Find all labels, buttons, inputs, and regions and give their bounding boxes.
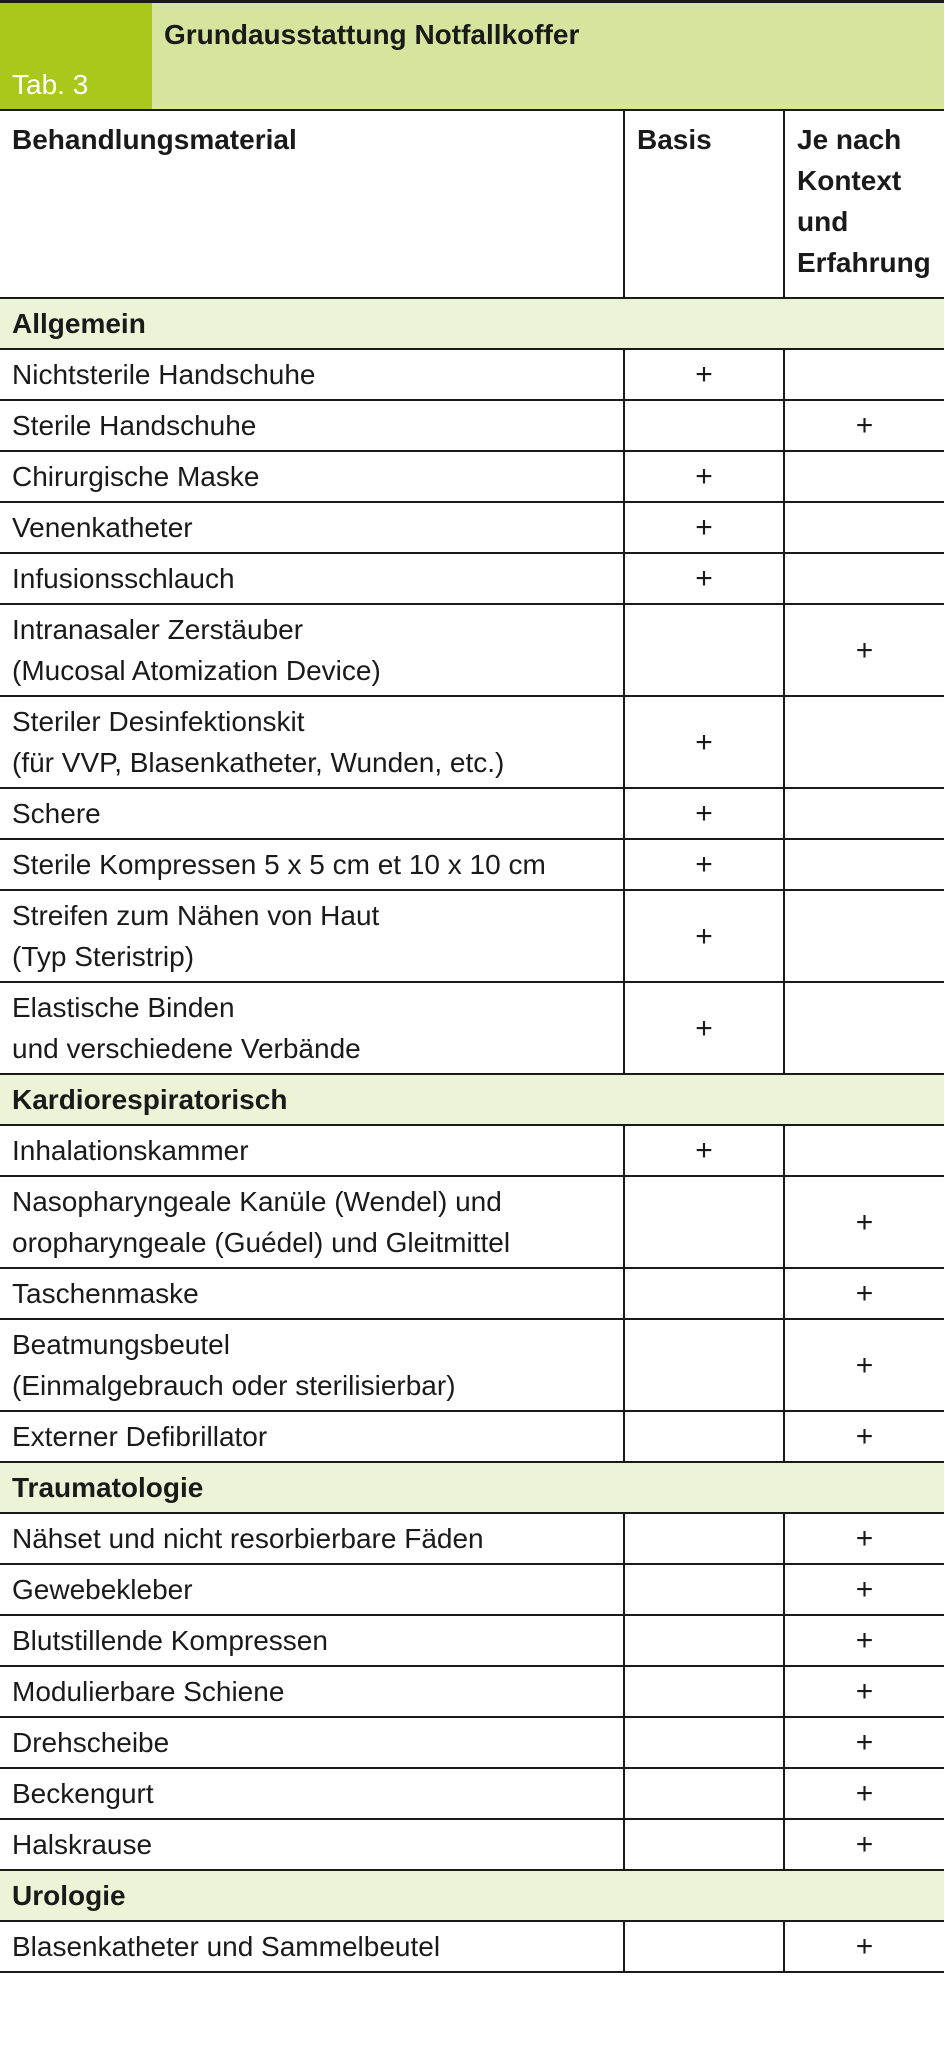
basis-cell: + xyxy=(624,502,784,553)
kontext-cell xyxy=(784,839,944,890)
section-row xyxy=(0,298,944,349)
kontext-cell: + xyxy=(784,1319,944,1411)
kontext-cell xyxy=(784,349,944,400)
section-heading: Traumatologie xyxy=(0,1462,944,1513)
kontext-cell: + xyxy=(784,1819,944,1870)
basis-cell xyxy=(624,1513,784,1564)
column-header-kontext: Je nach Kontext und Erfahrung xyxy=(784,110,944,298)
basis-cell xyxy=(624,1319,784,1411)
item-cell: Elastische Binden und verschiedene Verbände xyxy=(0,982,624,1074)
table-row xyxy=(0,788,944,839)
section-heading: Allgemein xyxy=(0,298,944,349)
column-header-basis: Basis xyxy=(624,110,784,298)
basis-cell xyxy=(624,1176,784,1268)
section-heading: Kardiorespiratorisch xyxy=(0,1074,944,1125)
kontext-cell xyxy=(784,982,944,1074)
table-row xyxy=(0,1564,944,1615)
basis-cell: + xyxy=(624,982,784,1074)
item-cell: Streifen zum Nähen von Haut (Typ Steristrip) xyxy=(0,890,624,982)
item-cell: Steriler Desinfektionskit (für VVP, Blasenkatheter, Wunden, etc.) xyxy=(0,696,624,788)
table-row xyxy=(0,696,944,788)
kontext-cell: + xyxy=(784,1564,944,1615)
table-row xyxy=(0,1176,944,1268)
table-row xyxy=(0,1921,944,1972)
basis-cell xyxy=(624,1819,784,1870)
kontext-cell: + xyxy=(784,1513,944,1564)
table-row xyxy=(0,890,944,982)
kontext-cell: + xyxy=(784,1411,944,1462)
basis-cell: + xyxy=(624,349,784,400)
column-header-material: Behandlungsmaterial xyxy=(0,110,624,298)
item-cell: Beatmungsbeutel (Einmalgebrauch oder sterilisierbar) xyxy=(0,1319,624,1411)
table-row xyxy=(0,1819,944,1870)
table-header-band xyxy=(0,0,944,109)
section-row xyxy=(0,1074,944,1125)
item-cell: Nichtsterile Handschuhe xyxy=(0,349,624,400)
table-row xyxy=(0,1513,944,1564)
item-cell: Inhalationskammer xyxy=(0,1125,624,1176)
basis-cell xyxy=(624,1411,784,1462)
item-cell: Drehscheibe xyxy=(0,1717,624,1768)
kontext-cell: + xyxy=(784,400,944,451)
basis-cell xyxy=(624,1666,784,1717)
table-row xyxy=(0,1717,944,1768)
item-cell: Taschenmaske xyxy=(0,1268,624,1319)
basis-cell: + xyxy=(624,553,784,604)
basis-cell: + xyxy=(624,696,784,788)
table-row xyxy=(0,839,944,890)
table-row xyxy=(0,349,944,400)
kontext-cell xyxy=(784,553,944,604)
basis-cell xyxy=(624,1921,784,1972)
item-cell: Sterile Kompressen 5 x 5 cm et 10 x 10 cm xyxy=(0,839,624,890)
tab-label: Tab. 3 xyxy=(0,3,152,109)
section-row xyxy=(0,1870,944,1921)
item-cell: Gewebekleber xyxy=(0,1564,624,1615)
kontext-cell: + xyxy=(784,1921,944,1972)
basis-cell: + xyxy=(624,890,784,982)
section-row xyxy=(0,1462,944,1513)
basis-cell: + xyxy=(624,451,784,502)
item-cell: Blasenkatheter und Sammelbeutel xyxy=(0,1921,624,1972)
table-row xyxy=(0,400,944,451)
table-row xyxy=(0,1615,944,1666)
table-row xyxy=(0,553,944,604)
table-body xyxy=(0,298,944,1972)
basis-cell: + xyxy=(624,788,784,839)
table-row xyxy=(0,1319,944,1411)
item-cell: Schere xyxy=(0,788,624,839)
table-row xyxy=(0,502,944,553)
table-row xyxy=(0,1768,944,1819)
kontext-cell xyxy=(784,502,944,553)
table-row xyxy=(0,1411,944,1462)
kontext-cell xyxy=(784,890,944,982)
basis-cell xyxy=(624,1717,784,1768)
table-row xyxy=(0,604,944,696)
item-cell: Nähset und nicht resorbierbare Fäden xyxy=(0,1513,624,1564)
table-title: Grundausstattung Notfallkoffer xyxy=(164,19,580,50)
table-row xyxy=(0,451,944,502)
basis-cell xyxy=(624,1615,784,1666)
table-row xyxy=(0,1268,944,1319)
basis-cell xyxy=(624,1768,784,1819)
item-cell: Halskrause xyxy=(0,1819,624,1870)
kontext-cell: + xyxy=(784,1176,944,1268)
kontext-cell xyxy=(784,696,944,788)
table-row xyxy=(0,1666,944,1717)
item-cell: Venenkatheter xyxy=(0,502,624,553)
basis-cell xyxy=(624,1268,784,1319)
basis-cell: + xyxy=(624,1125,784,1176)
kontext-cell xyxy=(784,451,944,502)
equipment-table xyxy=(0,109,944,1973)
item-cell: Blutstillende Kompressen xyxy=(0,1615,624,1666)
section-heading: Urologie xyxy=(0,1870,944,1921)
kontext-cell: + xyxy=(784,1268,944,1319)
kontext-cell xyxy=(784,788,944,839)
kontext-cell: + xyxy=(784,1666,944,1717)
basis-cell xyxy=(624,1564,784,1615)
kontext-cell xyxy=(784,1125,944,1176)
kontext-cell: + xyxy=(784,1717,944,1768)
item-cell: Intranasaler Zerstäuber (Mucosal Atomization Device) xyxy=(0,604,624,696)
basis-cell xyxy=(624,400,784,451)
item-cell: Sterile Handschuhe xyxy=(0,400,624,451)
item-cell: Modulierbare Schiene xyxy=(0,1666,624,1717)
item-cell: Chirurgische Maske xyxy=(0,451,624,502)
item-cell: Beckengurt xyxy=(0,1768,624,1819)
item-cell: Nasopharyngeale Kanüle (Wendel) und oropharyngeale (Guédel) und Gleitmittel xyxy=(0,1176,624,1268)
table-row xyxy=(0,982,944,1074)
basis-cell: + xyxy=(624,839,784,890)
kontext-cell: + xyxy=(784,1768,944,1819)
basis-cell xyxy=(624,604,784,696)
kontext-cell: + xyxy=(784,1615,944,1666)
table-row xyxy=(0,1125,944,1176)
item-cell: Externer Defibrillator xyxy=(0,1411,624,1462)
kontext-cell: + xyxy=(784,604,944,696)
item-cell: Infusionsschlauch xyxy=(0,553,624,604)
